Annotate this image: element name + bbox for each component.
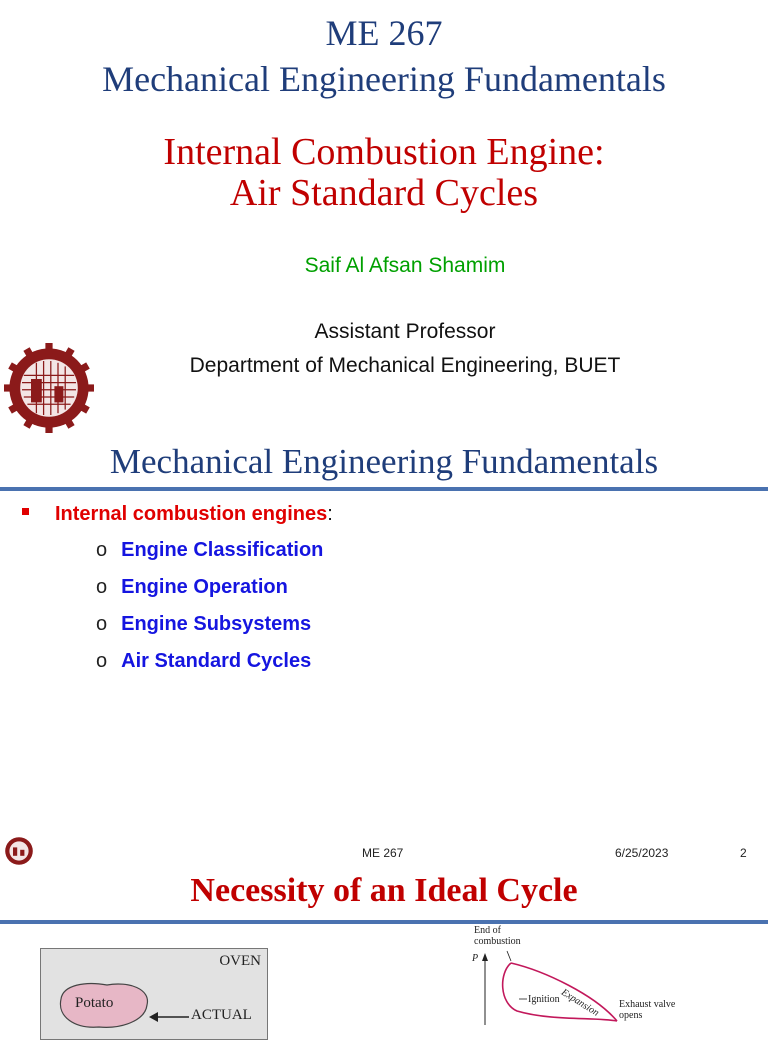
pv-exhaust-line2: opens (619, 1010, 643, 1021)
oven-label: OVEN (219, 953, 261, 969)
actual-label: ACTUAL (191, 1007, 252, 1023)
buet-logo (4, 343, 94, 433)
list-item (96, 650, 311, 673)
lecture-title-line1: Internal Combustion Engine: (163, 131, 605, 173)
pv-ignition-label: Ignition (528, 994, 560, 1005)
circle-bullet-icon: o (96, 576, 108, 598)
footer-date: 6/25/2023 (615, 846, 669, 860)
footer-course: ME 267 (362, 846, 404, 860)
arrow-left-icon (149, 1011, 189, 1023)
pv-expansion-label: Expansion (559, 987, 601, 1019)
slide3-title: Necessity of an Ideal Cycle (190, 872, 578, 909)
list-item-text: Engine Classification (121, 539, 324, 561)
list-item (96, 576, 288, 599)
lecture-title-line2: Air Standard Cycles (229, 172, 539, 214)
oven-figure (40, 948, 268, 1040)
slide3-divider (0, 920, 768, 924)
square-bullet-icon (22, 508, 29, 515)
pv-end-line1: End of (474, 925, 501, 936)
bullet-colon: : (327, 503, 333, 525)
potato-label: Potato (75, 995, 114, 1011)
pv-end-line2: combustion (474, 936, 521, 947)
pv-curve (455, 925, 765, 1025)
pv-diagram (455, 925, 765, 1025)
author-role: Assistant Professor (314, 320, 496, 343)
list-item (96, 539, 323, 562)
list-item-text: Engine Operation (121, 576, 288, 598)
list-item-text: Air Standard Cycles (121, 650, 312, 672)
list-item-text: Engine Subsystems (121, 613, 312, 635)
circle-bullet-icon: o (96, 539, 108, 561)
author-department: Department of Mechanical Engineering, BUET (189, 354, 621, 377)
author-name: Saif Al Afsan Shamim (304, 254, 506, 277)
circle-bullet-icon: o (96, 650, 108, 672)
slide2-divider (0, 487, 768, 491)
footer-page-number: 2 (740, 846, 747, 860)
buet-logo-small (4, 836, 34, 866)
pv-exhaust-label (619, 999, 675, 1021)
pv-axis-p-label: P (472, 953, 479, 964)
slide2-title: Mechanical Engineering Fundamentals (109, 442, 659, 481)
course-code: ME 267 (325, 13, 443, 53)
bullet-internal-combustion (22, 503, 333, 526)
pv-exhaust-line1: Exhaust valve (619, 999, 676, 1010)
course-name: Mechanical Engineering Fundamentals (102, 59, 666, 99)
bullet-text: Internal combustion engines (55, 503, 328, 525)
list-item (96, 613, 311, 636)
circle-bullet-icon: o (96, 613, 108, 635)
lecture-title (0, 132, 768, 214)
